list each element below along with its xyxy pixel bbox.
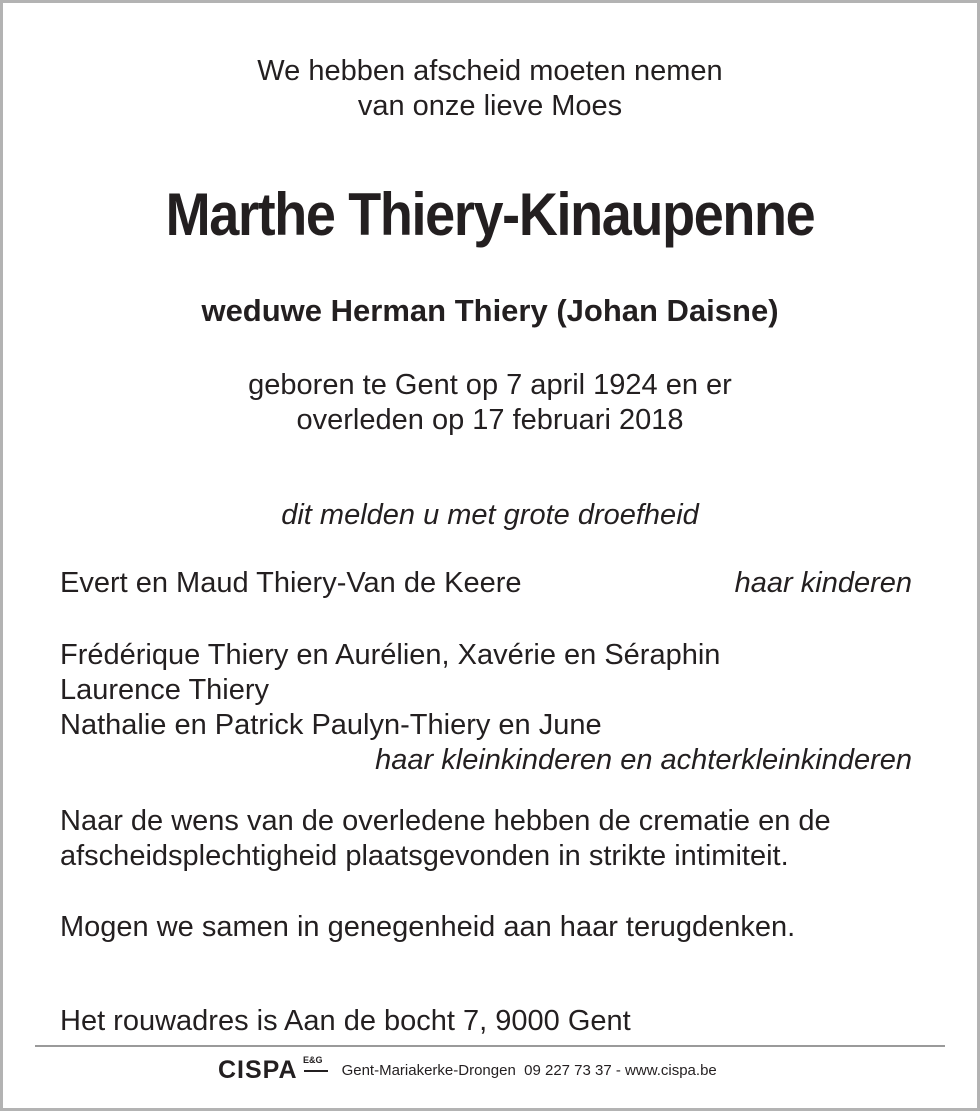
birth-line: geboren te Gent op 7 april 1924 en er — [248, 369, 732, 401]
message-line: afscheidsplechtigheid plaatsgevonden in strikte intimiteit. — [60, 840, 789, 872]
grandchildren-names — [60, 638, 720, 743]
cispa-logo — [218, 1054, 323, 1085]
intro-line: van onze lieve Moes — [357, 90, 623, 122]
logo-underline — [304, 1070, 328, 1072]
footer — [218, 1054, 717, 1084]
death-line: overleden op 17 februari 2018 — [296, 404, 684, 436]
intro-text — [0, 54, 980, 124]
logo-wordmark: CISPA — [218, 1055, 298, 1084]
remembrance-line: Mogen we samen in genegenheid aan haar terugdenken. — [60, 911, 796, 943]
children-label: haar kinderen — [734, 567, 912, 599]
grandchildren-label: haar kleinkinderen en achterkleinkinderen — [375, 744, 912, 776]
children-names: Evert en Maud Thiery-Van de Keere — [60, 567, 522, 599]
life-dates — [0, 368, 980, 438]
grandchild-line: Laurence Thiery — [60, 674, 270, 706]
intro-line: We hebben afscheid moeten nemen — [257, 55, 723, 87]
logo-superscript: E&G — [303, 1054, 323, 1065]
message-line: Naar de wens van de overledene hebben de crematie en de — [60, 805, 831, 837]
mourning-address: Het rouwadres is Aan de bocht 7, 9000 Gent — [60, 1005, 631, 1037]
ceremony-message — [60, 804, 831, 874]
deceased-name: Marthe Thiery-Kinaupenne — [165, 181, 815, 248]
footer-contact: Gent-Mariakerke-Drongen 09 227 73 37 - www.cispa.be — [341, 1061, 717, 1079]
widow-of-line: weduwe Herman Thiery (Johan Daisne) — [201, 293, 779, 328]
grandchild-line: Nathalie en Patrick Paulyn-Thiery en June — [60, 709, 602, 741]
footer-divider — [35, 1045, 945, 1047]
grandchild-line: Frédérique Thiery en Aurélien, Xavérie en Séraphin — [60, 639, 721, 671]
announcement-line: dit melden u met grote droefheid — [281, 499, 699, 531]
